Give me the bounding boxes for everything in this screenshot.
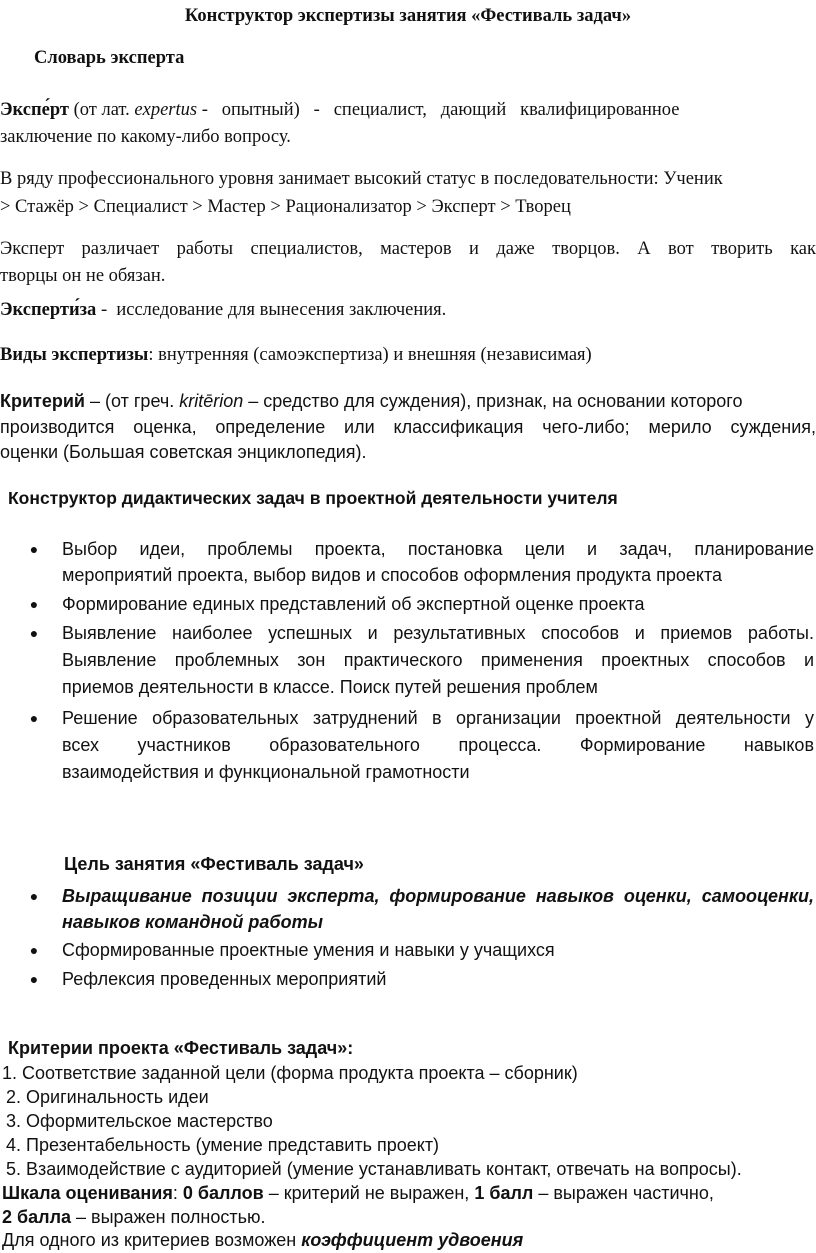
expert-definition-line-1 (0, 98, 816, 122)
expert-term: Экспе́рт (0, 100, 69, 120)
scale-one: 1 балл (474, 1183, 534, 1203)
scale-zero: 0 баллов (182, 1183, 264, 1203)
bullet-icon: ● (29, 971, 39, 987)
list-item-line: Выявление проблемных зон практического применения проектных способов и (62, 650, 814, 670)
list-item-line: взаимодействия и функциональной грамотности (62, 762, 470, 782)
expertise-definition (0, 298, 816, 322)
list-item-line: мероприятий проекта, выбор видов и способов оформления продукта проекта (62, 565, 723, 585)
page-title: Конструктор экспертизы занятия «Фестиваль задач» (184, 6, 632, 26)
scale-line-2 (2, 1205, 816, 1229)
list-item-line: приемов деятельности в классе. Поиск путей решения проблем (62, 677, 598, 697)
expert-latin: expertus (134, 100, 198, 120)
scale-zero-desc: – критерий не выражен, (263, 1183, 475, 1203)
types-term: Виды экспертизы (0, 345, 149, 365)
scale-two-desc: – выражен полностью. (71, 1207, 266, 1227)
scale-one-desc: – выражен частично, (533, 1183, 714, 1203)
criteria-item: 5. Взаимодействие с аудиторией (умение устанавливать контакт, отвечать на вопросы). (6, 1159, 742, 1179)
bullet-icon: ● (29, 888, 39, 904)
status-line-2: > Стажёр > Специалист > Мастер > Рационализатор > Эксперт > Творец (0, 197, 571, 217)
criterion-line-1 (0, 389, 816, 413)
list-item-line: Решение образовательных затруднений в организации проектной деятельности у (62, 708, 814, 728)
bullet-icon: ● (29, 942, 39, 958)
criterion-term: Критерий (0, 391, 85, 411)
bullet-icon: ● (29, 625, 39, 641)
expert-definition-line-2: заключение по какому-либо вопросу. (0, 127, 291, 147)
criteria-item: 4. Презентабельность (умение представить проект) (6, 1135, 440, 1155)
bullet-icon: ● (29, 710, 39, 726)
bullet-icon: ● (29, 541, 39, 557)
types-def: : внутренняя (самоэкспертиза) и внешняя (независимая) (148, 345, 592, 365)
criteria-item: 1. Соответствие заданной цели (форма продукта проекта – сборник) (2, 1063, 578, 1083)
expertise-def: - исследование для вынесения заключения. (96, 300, 447, 320)
distinguish-line-2: творцы он не обязан. (0, 266, 166, 286)
scale-sep: : (172, 1183, 183, 1203)
bullet-icon: ● (29, 596, 39, 612)
expert-rest: - опытный) - специалист, дающий квалифицированное (201, 100, 680, 120)
list-item-line: навыков командной работы (62, 912, 323, 932)
criteria-item: 3. Оформительское мастерство (6, 1111, 273, 1131)
goal-heading: Цель занятия «Фестиваль задач» (64, 854, 364, 874)
scale-term: Шкала оценивания (2, 1183, 173, 1203)
criteria-heading: Критерии проекта «Фестиваль задач»: (8, 1038, 354, 1058)
constructor-heading: Конструктор дидактических задач в проектной деятельности учителя (8, 488, 618, 508)
expert-from: (от лат. (73, 100, 130, 120)
list-item-line: Формирование единых представлений об экспертной оценке проекта (62, 594, 645, 614)
criterion-line-3: оценки (Большая советская энциклопедия). (0, 442, 367, 462)
criterion-from: – (от греч. (85, 391, 180, 411)
scale-line-1 (2, 1181, 816, 1205)
list-item-line: Рефлексия проведенных мероприятий (62, 969, 387, 989)
list-item-line: Сформированные проектные умения и навыки у учащихся (62, 940, 555, 960)
coef-term: коэффициент удвоения (301, 1230, 524, 1250)
distinguish-line-1: Эксперт различает работы специалистов, мастеров и даже творцов. А вот творить как (0, 239, 816, 259)
criterion-line-2: производится оценка, определение или классификация чего-либо; мерило суждения, (0, 417, 816, 437)
scale-two: 2 балла (2, 1207, 72, 1227)
status-line-1: В ряду профессионального уровня занимает высокий статус в последовательности: Ученик (0, 169, 723, 189)
expertise-types (0, 343, 816, 367)
criterion-rest: – средство для суждения), признак, на основании которого (243, 391, 743, 411)
list-item-line: Выявление наиболее успешных и результативных способов и приемов работы. (62, 623, 814, 643)
coef-text: Для одного из критериев возможен (2, 1230, 302, 1250)
criterion-greek: kritērion (179, 391, 244, 411)
dictionary-heading: Словарь эксперта (34, 48, 185, 68)
list-item-line: Выращивание позиции эксперта, формирование навыков оценки, самооценки, (62, 886, 814, 906)
expertise-term: Эксперти́за (0, 300, 97, 320)
list-item-line: Выбор идеи, проблемы проекта, постановка цели и задач, планирование (62, 539, 814, 559)
list-item-line: всех участников образовательного процесса. Формирование навыков (62, 735, 814, 755)
coefficient-line (2, 1228, 816, 1252)
criteria-item: 2. Оригинальность идеи (6, 1087, 209, 1107)
